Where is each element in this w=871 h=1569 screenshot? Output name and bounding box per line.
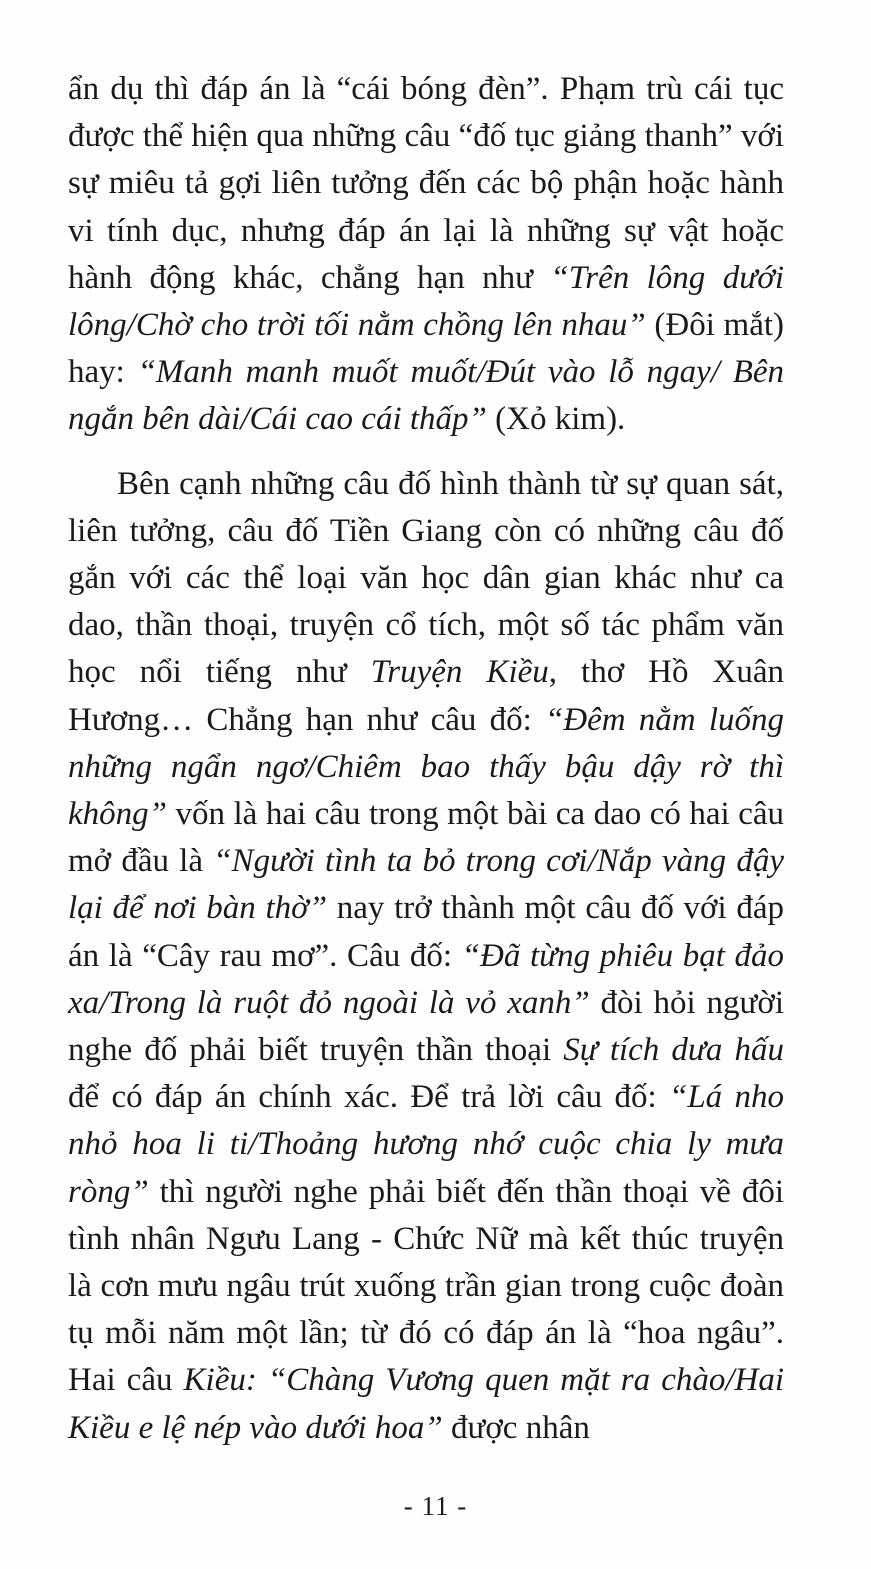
text-run: , thơ Hồ Xuân Hương… Chẳng hạn như câu đố: (68, 654, 784, 738)
italic-quote-run: “Đã từng phiêu bạt đảo xa/Trong là ruột đỏ ngoài là vỏ xanh” (68, 937, 784, 1021)
text-run: nay trở thành một câu đố với đáp án là “Cây rau mơ”. Câu đố: (68, 890, 784, 974)
text-run (257, 1362, 268, 1398)
text-run: để có đáp án chính xác. Để trả lời câu đố: (68, 1079, 669, 1116)
italic-quote-run: “Người tình ta bỏ trong cơi/Nắp vàng đậy lại để nơi bàn thờ” (68, 843, 784, 927)
text-run: được nhân (442, 1409, 590, 1446)
italic-quote-run: “Đêm nằm luống những ngẩn ngơ/Chiêm bao thấy bậu dậy rờ thì không” (68, 701, 784, 833)
text-run: vốn là hai câu trong một bài ca dao có hai câu mở đầu là (68, 796, 784, 880)
italic-quote-run: Kiều: (183, 1362, 257, 1399)
text-run: đòi hỏi người nghe đố phải biết truyện thần thoại (68, 984, 784, 1069)
text-run: (Đôi mắt) hay: (68, 307, 784, 391)
text-run: thì người nghe phải biết đến thần thoại về đôi tình nhân Ngưu Lang - Chức Nữ mà kết thúc truyện là cơn mưu ngâu trút xuống trần gian trong cuộc đoàn tụ mỗi năm một lần; từ đó có đáp án là “hoa ngâu”. Hai câu (68, 1173, 784, 1399)
italic-quote-run: “Chàng Vương quen mặt ra chào/Hai Kiều e lệ nép vào dưới hoa” (68, 1362, 785, 1446)
text-run: (Xỏ kim). (486, 401, 626, 438)
page-body (68, 66, 784, 1452)
paragraph-riddle-categories (68, 66, 784, 444)
italic-quote-run: “Trên lông dưới lông/Chờ cho trời tối nằm chồng lên nhau” (68, 259, 784, 344)
text-run: Bên cạnh những câu đố hình thành từ sự quan sát, liên tưởng, câu đố Tiền Giang còn có những câu đố gắn với các thể loại văn học dân gian khác như ca dao, thần thoại, truyện cổ tích, một số tác phẩm văn học nổi tiếng như (68, 465, 784, 691)
text-run: ẩn dụ thì đáp án là “cái bóng đèn”. Phạm trù cái tục được thể hiện qua những câu “đố tục giảng thanh” với sự miêu tả gợi liên tưởng đến các bộ phận hoặc hành vi tính dục, nhưng đáp án lại là những sự vật hoặc hành động khác, chẳng hạn như (68, 71, 784, 296)
page-number: - 11 - (403, 1491, 468, 1521)
italic-quote-run: Truyện Kiều (370, 654, 549, 691)
italic-quote-run: Sự tích dưa hấu (563, 1032, 784, 1069)
italic-quote-run: “Lá nho nhỏ hoa li ti/Thoảng hương nhớ cuộc chia ly mưa ròng” (68, 1079, 784, 1210)
italic-quote-run: “Manh manh muốt muốt/Đút vào lỗ ngay/ Bên ngắn bên dài/Cái cao cái thấp” (68, 354, 784, 438)
paragraph-folk-literature-riddles (68, 461, 784, 1452)
